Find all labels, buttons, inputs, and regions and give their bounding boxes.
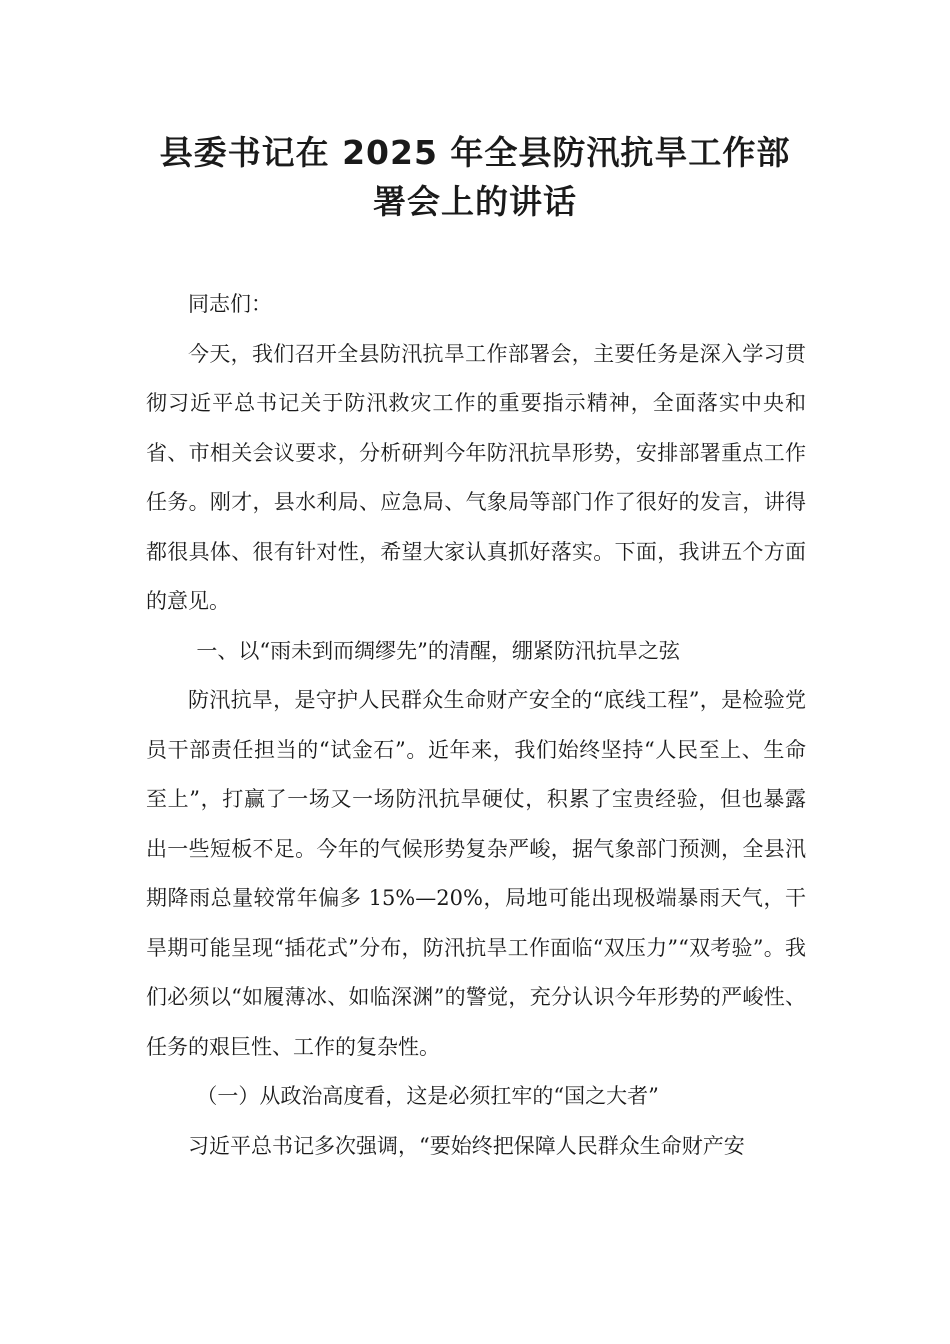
title-line-2: 署会上的讲话	[373, 182, 577, 221]
title-line-1: 县委书记在 2025 年全县防汛抗旱工作部	[159, 133, 791, 172]
paragraph-situation: 防汛抗旱，是守护人民群众生命财产安全的“底线工程”，是检验党员干部责任担当的“试金石”。近年来，我们始终坚持“人民至上、生命至上”，打赢了一场又一场防汛抗旱硬仗，积累了宝贵经验，但也暴露出一些短板不足。今年的气候形势复杂严峻，据气象部门预测，全县汛期降雨总量较常年偏多 15%—20%，局地可能出现极端暴雨天气，干旱期可能呈现“插花式”分布，防汛抗旱工作面临“双压力”“双考验”。我们必须以“如履薄冰、如临深渊”的警觉，充分认识今年形势的严峻性、任务的艰巨性、工作的复杂性。	[146, 688, 806, 1059]
document-title	[100, 128, 850, 226]
paragraph-intro: 今天，我们召开全县防汛抗旱工作部署会，主要任务是深入学习贯彻习近平总书记关于防汛救灾工作的重要指示精神，全面落实中央和省、市相关会议要求，分析研判今年防汛抗旱形势，安排部署重点工作任务。刚才，县水利局、应急局、气象局等部门作了很好的发言，讲得都很具体、很有针对性，希望大家认真抓好落实。下面，我讲五个方面的意见。	[146, 341, 806, 613]
section-heading-1: 一、以“雨未到而绸缪先”的清醒，绷紧防汛抗旱之弦	[196, 638, 680, 663]
subsection-heading-1: （一）从政治高度看，这是必须扛牢的“国之大者”	[196, 1084, 659, 1108]
salutation: 同志们：	[188, 292, 272, 316]
document-body	[146, 280, 806, 1171]
paragraph-quote-start: 习近平总书记多次强调，“要始终把保障人民群众生命财产安	[188, 1133, 745, 1158]
